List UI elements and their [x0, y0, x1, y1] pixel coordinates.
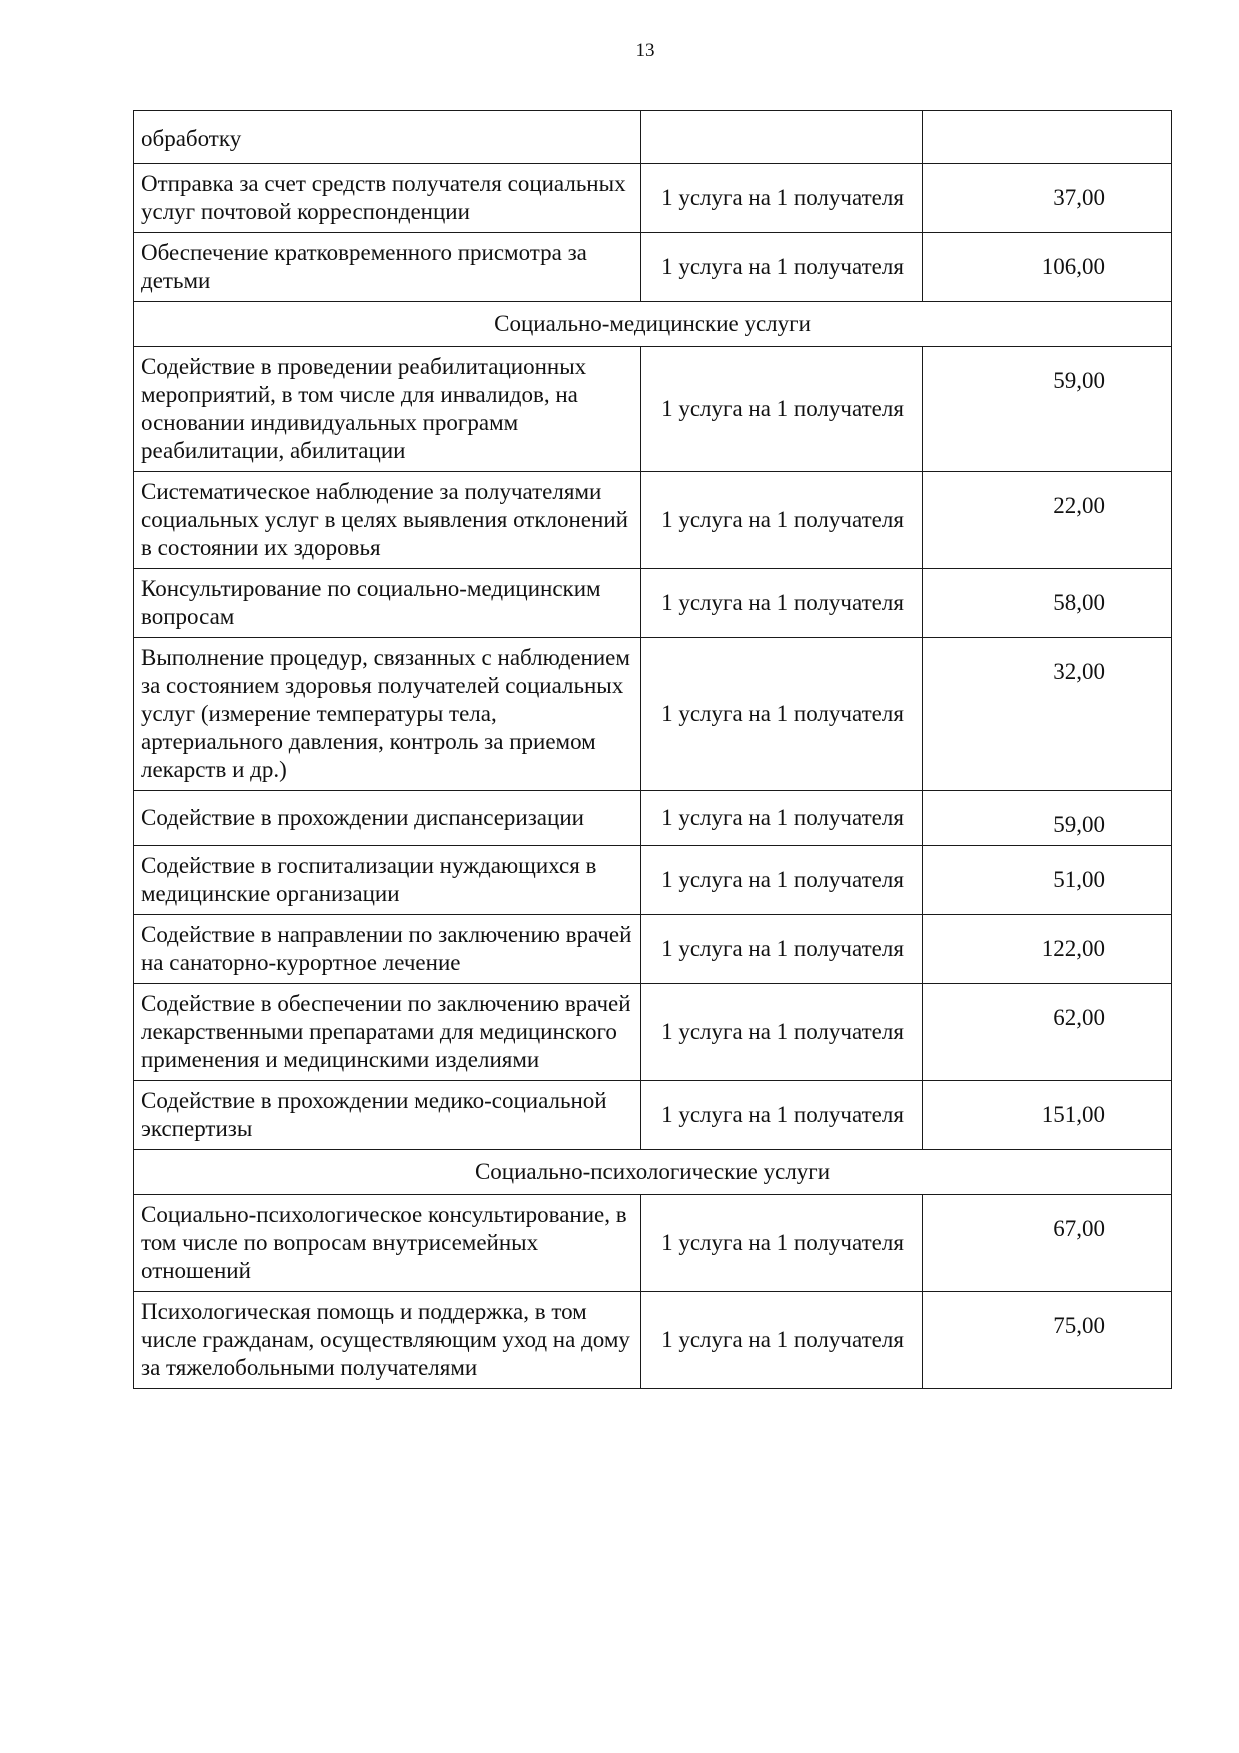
table-row: [134, 984, 1172, 1081]
price-cell: 22,00: [923, 472, 1172, 569]
table-row: [134, 233, 1172, 302]
table-row: [134, 1081, 1172, 1150]
section-title: Социально-медицинские услуги: [134, 302, 1172, 347]
price-cell: 51,00: [923, 846, 1172, 915]
service-name-cell: Психологическая помощь и поддержка, в том числе гражданам, осуществляющим уход на дому за тяжелобольными получателями: [134, 1292, 641, 1389]
unit-cell: 1 услуга на 1 получателя: [641, 164, 923, 233]
service-name-cell: Обеспечение кратковременного присмотра за детьми: [134, 233, 641, 302]
price-cell: 106,00: [923, 233, 1172, 302]
price-cell: 32,00: [923, 638, 1172, 791]
table-row: [134, 638, 1172, 791]
unit-cell: 1 услуга на 1 получателя: [641, 1292, 923, 1389]
service-name-cell: Отправка за счет средств получателя социальных услуг почтовой корреспонденции: [134, 164, 641, 233]
service-name-cell: Консультирование по социально-медицинским вопросам: [134, 569, 641, 638]
service-name-cell: Содействие в обеспечении по заключению врачей лекарственными препаратами для медицинского применения и медицинскими изделиями: [134, 984, 641, 1081]
price-cell: 37,00: [923, 164, 1172, 233]
service-name-cell: обработку: [134, 111, 641, 164]
price-cell: 59,00: [923, 791, 1172, 846]
price-cell: 151,00: [923, 1081, 1172, 1150]
service-name-cell: Содействие в направлении по заключению врачей на санаторно-курортное лечение: [134, 915, 641, 984]
service-name-cell: Выполнение процедур, связанных с наблюдением за состоянием здоровья получателей социальных услуг (измерение температуры тела, артериального давления, контроль за приемом лекарств и др.): [134, 638, 641, 791]
section-title: Социально-психологические услуги: [134, 1150, 1172, 1195]
unit-cell: 1 услуга на 1 получателя: [641, 915, 923, 984]
price-cell: 59,00: [923, 347, 1172, 472]
unit-cell: 1 услуга на 1 получателя: [641, 472, 923, 569]
unit-cell: 1 услуга на 1 получателя: [641, 846, 923, 915]
unit-cell: 1 услуга на 1 получателя: [641, 638, 923, 791]
table-row: [134, 569, 1172, 638]
service-name-cell: Содействие в прохождении медико-социальной экспертизы: [134, 1081, 641, 1150]
page-number: 13: [635, 40, 655, 61]
price-cell: 75,00: [923, 1292, 1172, 1389]
service-name-cell: Содействие в проведении реабилитационных мероприятий, в том числе для инвалидов, на основании индивидуальных программ реабилитации, абилитации: [134, 347, 641, 472]
unit-cell: 1 услуга на 1 получателя: [641, 1195, 923, 1292]
table-row: [134, 472, 1172, 569]
table-row: [134, 1292, 1172, 1389]
price-cell: 62,00: [923, 984, 1172, 1081]
price-cell: 58,00: [923, 569, 1172, 638]
unit-cell: 1 услуга на 1 получателя: [641, 569, 923, 638]
unit-cell: [641, 111, 923, 164]
section-row: [134, 1150, 1172, 1195]
unit-cell: 1 услуга на 1 получателя: [641, 984, 923, 1081]
unit-cell: 1 услуга на 1 получателя: [641, 791, 923, 846]
service-name-cell: Содействие в прохождении диспансеризации: [134, 791, 641, 846]
section-row: [134, 302, 1172, 347]
table-row: [134, 791, 1172, 846]
unit-cell: 1 услуга на 1 получателя: [641, 1081, 923, 1150]
price-cell: 122,00: [923, 915, 1172, 984]
table-row: [134, 164, 1172, 233]
table-row: [134, 915, 1172, 984]
table-row: [134, 347, 1172, 472]
table-row: [134, 111, 1172, 164]
unit-cell: 1 услуга на 1 получателя: [641, 347, 923, 472]
services-table: [133, 110, 1172, 1389]
service-name-cell: Социально-психологическое консультирование, в том числе по вопросам внутрисемейных отношений: [134, 1195, 641, 1292]
unit-cell: 1 услуга на 1 получателя: [641, 233, 923, 302]
price-cell: 67,00: [923, 1195, 1172, 1292]
service-name-cell: Содействие в госпитализации нуждающихся в медицинские организации: [134, 846, 641, 915]
service-name-cell: Систематическое наблюдение за получателями социальных услуг в целях выявления отклонений в состоянии их здоровья: [134, 472, 641, 569]
table-row: [134, 846, 1172, 915]
price-cell: [923, 111, 1172, 164]
table-row: [134, 1195, 1172, 1292]
